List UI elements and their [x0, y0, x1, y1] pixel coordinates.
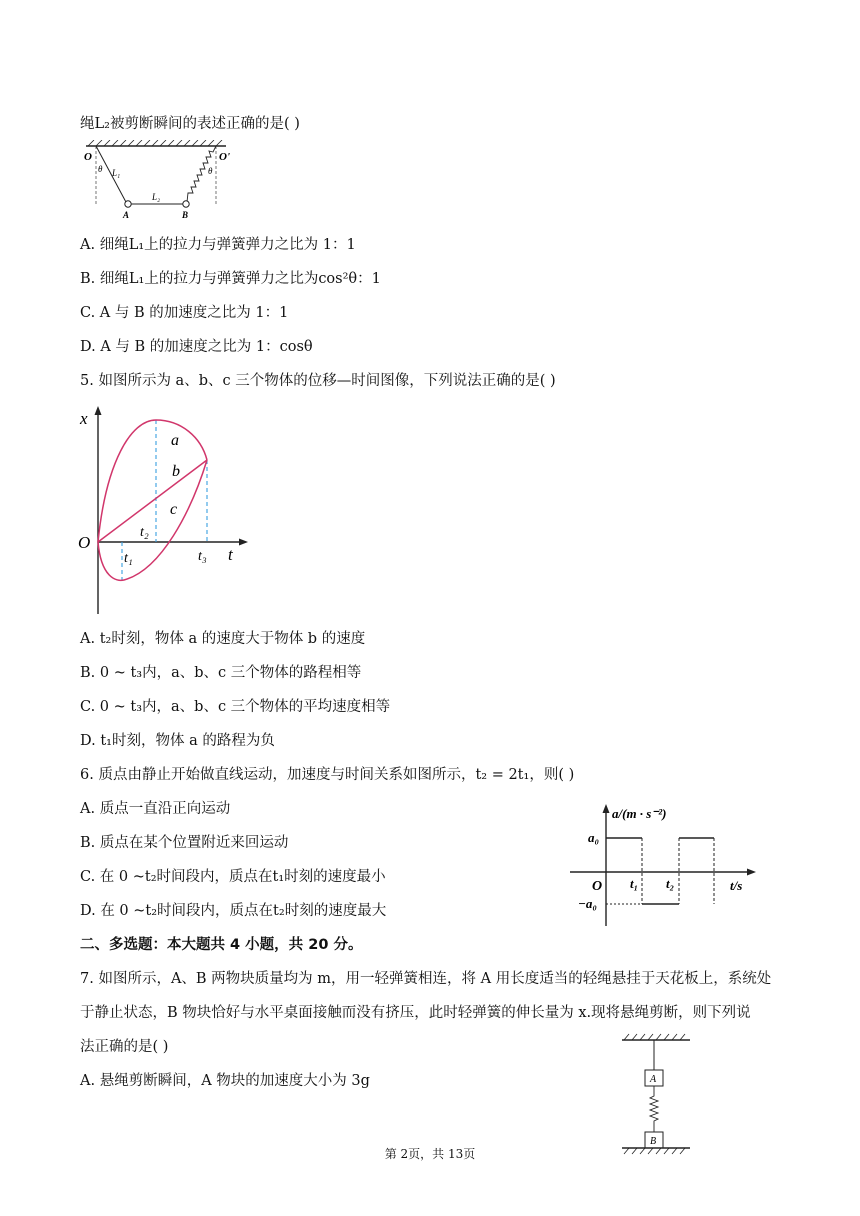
label-o: O	[84, 151, 92, 163]
tick-t2: t₂	[140, 525, 149, 540]
q6-stem: 6. 质点由静止开始做直线运动，加速度与时间关系如图所示，t₂ = 2t₁，则( )	[80, 767, 575, 783]
q4-option-d: D. A 与 B 的加速度之比为 1：cosθ	[80, 339, 313, 355]
ball-a	[125, 201, 131, 207]
origin-label: O	[78, 533, 91, 552]
tick-t1: t₁	[124, 551, 133, 566]
label-l1: L₁	[112, 168, 121, 178]
q6-option-b: B. 质点在某个位置附近来回运动	[80, 835, 289, 851]
tick-a0: a₀	[588, 830, 600, 845]
page-footer: 第 2页，共 13页	[384, 1147, 476, 1161]
q5-option-d: D. t₁时刻，物体 a 的路程为负	[80, 733, 275, 749]
q7-stem-line-2: 于静止状态，B 物块恰好与水平桌面接触而没有挤压，此时轻弹簧的伸长量为 x.现将悬绳剪断，则下列说	[80, 1005, 751, 1021]
section-heading: 二、多选题：本大题共 4 小题，共 20 分。	[80, 937, 363, 953]
q6-option-d: D. 在 0 ~t₂时间段内，质点在t₂时刻的速度最大	[80, 903, 387, 919]
label-a: A	[123, 210, 130, 220]
axis-label-a: a/(m · s⁻²)	[612, 806, 667, 821]
label-o-prime: O'	[219, 151, 230, 163]
ball-b	[183, 201, 189, 207]
q7-stem-line-1: 7. 如图所示，A、B 两物块质量均为 m，用一轻弹簧相连，将 A 用长度适当的轻绳悬挂于天花板上，系统处	[80, 971, 772, 987]
label-b: b	[172, 463, 180, 480]
tick-t1: t₁	[630, 876, 639, 891]
q4-figure	[82, 140, 232, 224]
label-c: c	[170, 501, 178, 518]
theta-right: θ	[208, 166, 213, 176]
q5-option-a: A. t₂时刻，物体 a 的速度大于物体 b 的速度	[80, 631, 366, 647]
axis-label-t: t	[228, 545, 233, 564]
label-b: B	[650, 1136, 657, 1147]
label-a: a	[171, 432, 179, 449]
q5-xt-graph	[76, 402, 252, 620]
line-b	[98, 460, 207, 542]
tick-t3: t₃	[198, 549, 207, 564]
label-b: B	[182, 210, 189, 220]
curve-a	[98, 420, 207, 542]
q6-option-a: A. 质点一直沿正向运动	[80, 801, 231, 817]
curve-c	[98, 460, 207, 580]
origin-label: O	[592, 879, 603, 894]
q5-option-b: B. 0 ~ t₃内，a、b、c 三个物体的路程相等	[80, 665, 362, 681]
q6-at-graph	[566, 800, 760, 930]
q6-option-c: C. 在 0 ~t₂时间段内，质点在t₁时刻的速度最小	[80, 869, 386, 885]
label-l2: L₂	[152, 192, 161, 202]
theta-left: θ	[98, 164, 103, 174]
q4-option-c: C. A 与 B 的加速度之比为 1：1	[80, 305, 289, 321]
axis-label-t: t/s	[730, 878, 743, 893]
q5-stem: 5. 如图所示为 a、b、c 三个物体的位移—时间图像，下列说法正确的是( )	[80, 373, 556, 389]
tick-neg-a0: −a₀	[578, 896, 597, 911]
q4-option-a: A. 细绳L₁上的拉力与弹簧弹力之比为 1：1	[80, 237, 356, 253]
axis-label-x: x	[80, 409, 88, 428]
tick-t2: t₂	[666, 876, 675, 891]
spring	[650, 1086, 658, 1132]
q5-option-c: C. 0 ~ t₃内，a、b、c 三个物体的平均速度相等	[80, 699, 391, 715]
label-a: A	[650, 1074, 657, 1085]
q7-option-a: A. 悬绳剪断瞬间，A 物块的加速度大小为 3g	[80, 1073, 370, 1089]
q4-stem: 绳L₂被剪断瞬间的表述正确的是( )	[80, 116, 300, 132]
q7-stem-line-3: 法正确的是( )	[80, 1039, 169, 1055]
q4-option-b: B. 细绳L₁上的拉力与弹簧弹力之比为cos²θ：1	[80, 271, 381, 287]
